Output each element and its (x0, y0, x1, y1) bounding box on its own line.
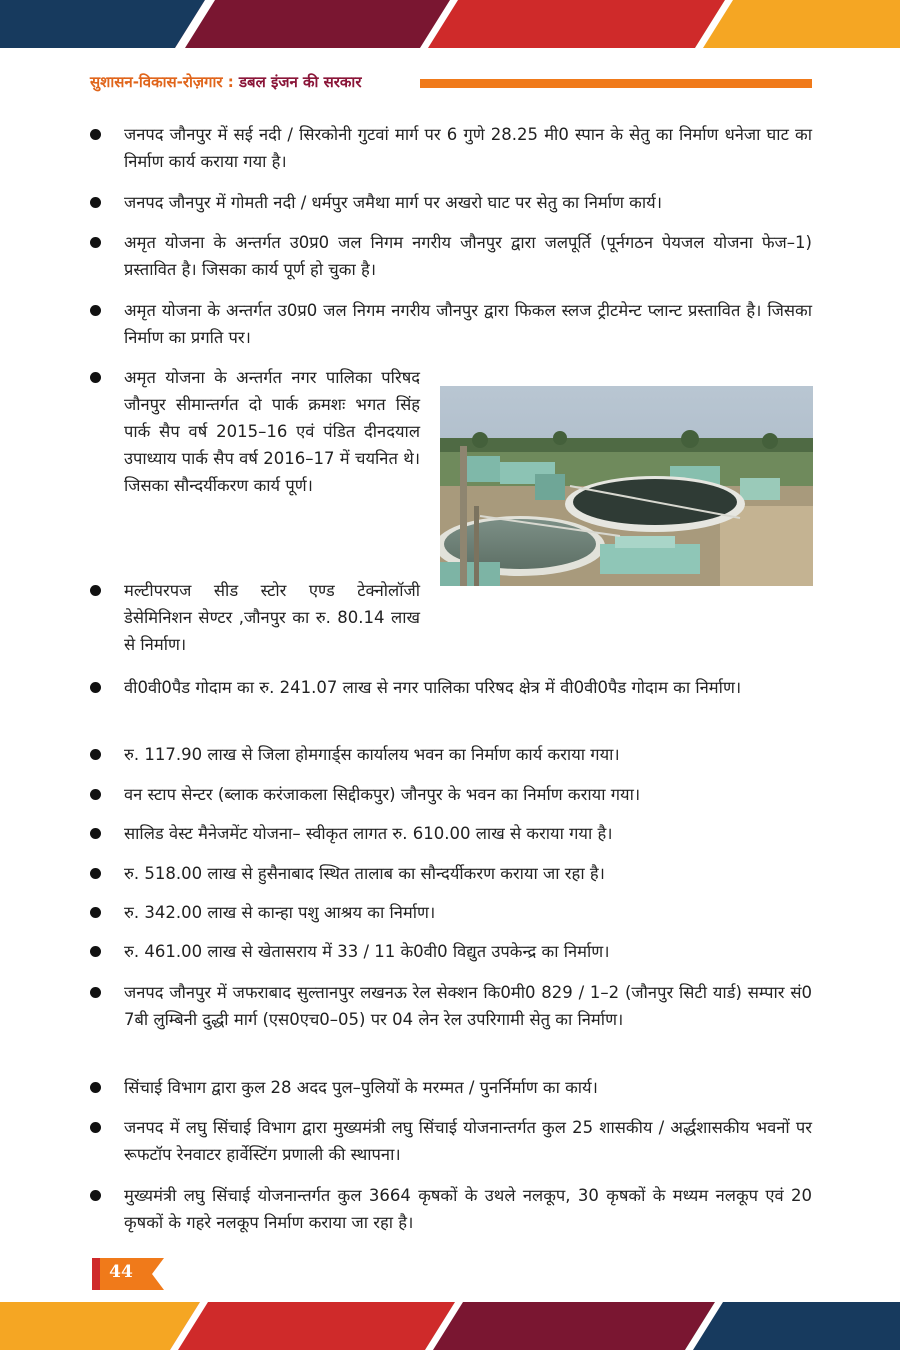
list-item-text: अमृत योजना के अन्तर्गत उ0प्र0 जल निगम नगरीय जौनपुर द्वारा फिकल स्लज ट्रीटमेन्ट प्लान्ट प्रस्तावित है। जिसका निर्माण का प्रगति पर। (124, 301, 812, 347)
page-header (90, 70, 812, 100)
list-item (90, 1182, 812, 1236)
bullet-icon (90, 1082, 101, 1093)
bullet-icon (90, 907, 101, 918)
bullet-icon (90, 828, 101, 839)
list-item (90, 1114, 812, 1168)
list-item-text: रु. 518.00 लाख से हुसैनाबाद स्थित तालाब का सौन्दर्यीकरण कराया जा रहा है। (124, 864, 605, 883)
bullet-icon (90, 237, 101, 248)
list-item (90, 577, 420, 658)
top-decorative-band (0, 0, 900, 48)
header-title (90, 72, 361, 92)
list-item (90, 121, 812, 175)
bullet-icon (90, 372, 101, 383)
treatment-plant-photo (440, 386, 813, 586)
list-item-text: जनपद जौनपुर में जफराबाद सुल्तानपुर लखनऊ रेल सेक्शन कि0मी0 829 / 1–2 (जौनपुर सिटी यार्ड) सम्पार सं0 7बी लुम्बिनी दुद्धी मार्ग (एस0एच0–05) पर 04 लेन रेल उपरिगामी सेतु का निर्माण। (124, 983, 812, 1029)
list-item (90, 899, 812, 926)
list-item (90, 781, 812, 808)
list-item-text: जनपद जौनपुर में सई नदी / सिरकोनी गुटवां मार्ग पर 6 गुणे 28.25 मी0 स्पान के सेतु का निर्माण धनेजा घाट का निर्माण कार्य कराया गया है। (124, 125, 812, 171)
bullet-icon (90, 1122, 101, 1133)
list-item-text: जनपद में लघु सिंचाई विभाग द्वारा मुख्यमंत्री लघु सिंचाई योजनान्तर्गत कुल 25 शासकीय / अर्द्धशासकीय भवनों पर रूफटॉप रेनवाटर हार्वेस्टिंग प्रणाली की स्थापना। (124, 1118, 812, 1164)
list-item (90, 820, 812, 847)
list-item-text: वन स्टाप सेन्टर (ब्लाक करंजाकला सिद्दीकपुर) जौनपुर के भवन का निर्माण कराया गया। (124, 785, 641, 804)
bullet-icon (90, 682, 101, 693)
list-item-text: सालिड वेस्ट मैनेजमेंट योजना– स्वीकृत लागत रु. 610.00 लाख से कराया गया है। (124, 824, 613, 843)
list-item-text: अमृत योजना के अन्तर्गत उ0प्र0 जल निगम नगरीय जौनपुर द्वारा जलपूर्ति (पूर्नगठन पेयजल योजना फेज–1) प्रस्तावित है। जिसका कार्य पूर्ण हो चुका है। (124, 233, 812, 279)
bullet-icon (90, 946, 101, 957)
list-item-text: मल्टीपरपज सीड स्टोर एण्ड टेक्नोलॉजी डेसेमिनिशन सेण्टर ,जौनपुर का रु. 80.14 लाख से निर्माण। (124, 581, 420, 654)
list-item-text: अमृत योजना के अन्तर्गत नगर पालिका परिषद जौनपुर सीमान्तर्गत दो पार्क क्रमशः भगत सिंह पार्क सैप वर्ष 2015–16 एवं पंडित दीनदयाल उपाध्याय पार्क सैप वर्ष 2016–17 में चयनित थे। जिसका सौन्दर्यीकरण कार्य पूर्ण। (124, 368, 420, 495)
bullet-icon (90, 789, 101, 800)
list-item-text: मुख्यमंत्री लघु सिंचाई योजनान्तर्गत कुल 3664 कृषकों के उथले नलकूप, 30 कृषकों के मध्यम नलकूप एवं 20 कृषकों के गहरे नलकूप निर्माण कराया जा रहा है। (124, 1186, 812, 1232)
bullet-icon (90, 868, 101, 879)
page-number: 44 (109, 1262, 133, 1282)
bullet-icon (90, 749, 101, 760)
list-item (90, 979, 812, 1033)
list-item (90, 297, 812, 351)
list-item-text: वी0वी0पैड गोदाम का रु. 241.07 लाख से नगर पालिका परिषद क्षेत्र में वी0वी0पैड गोदाम का निर्माण। (124, 678, 742, 697)
header-rule (420, 79, 812, 88)
list-item-text: रु. 461.00 लाख से खेतासराय में 33 / 11 के0वी0 विद्युत उपकेन्द्र का निर्माण। (124, 942, 610, 961)
list-item-text: रु. 342.00 लाख से कान्हा पशु आश्रय का निर्माण। (124, 903, 436, 922)
bullet-icon (90, 197, 101, 208)
list-item-text: जनपद जौनपुर में गोमती नदी / धर्मपुर जमैथा मार्ग पर अखरो घाट पर सेतु का निर्माण कार्य। (124, 193, 662, 212)
list-item (90, 364, 420, 499)
bullet-icon (90, 987, 101, 998)
list-item-text: रु. 117.90 लाख से जिला होमगार्ड्स कार्यालय भवन का निर्माण कार्य कराया गया। (124, 745, 620, 764)
header-title-part2: डबल इंजन की सरकार (238, 73, 362, 91)
list-item (90, 860, 812, 887)
page-number-tab (92, 1258, 164, 1290)
list-item-text: सिंचाई विभाग द्वारा कुल 28 अदद पुल–पुलियों के मरम्मत / पुनर्निर्माण का कार्य। (124, 1078, 598, 1097)
list-item (90, 229, 812, 283)
list-item (90, 1074, 812, 1101)
header-title-part1: सुशासन-विकास-रोज़गार : (90, 73, 239, 91)
bullet-icon (90, 585, 101, 596)
list-item (90, 741, 812, 768)
bullet-icon (90, 129, 101, 140)
bullet-icon (90, 1190, 101, 1201)
list-item (90, 674, 812, 701)
list-item (90, 938, 812, 965)
bullet-icon (90, 305, 101, 316)
bottom-decorative-band (0, 1302, 900, 1350)
list-item (90, 189, 812, 216)
